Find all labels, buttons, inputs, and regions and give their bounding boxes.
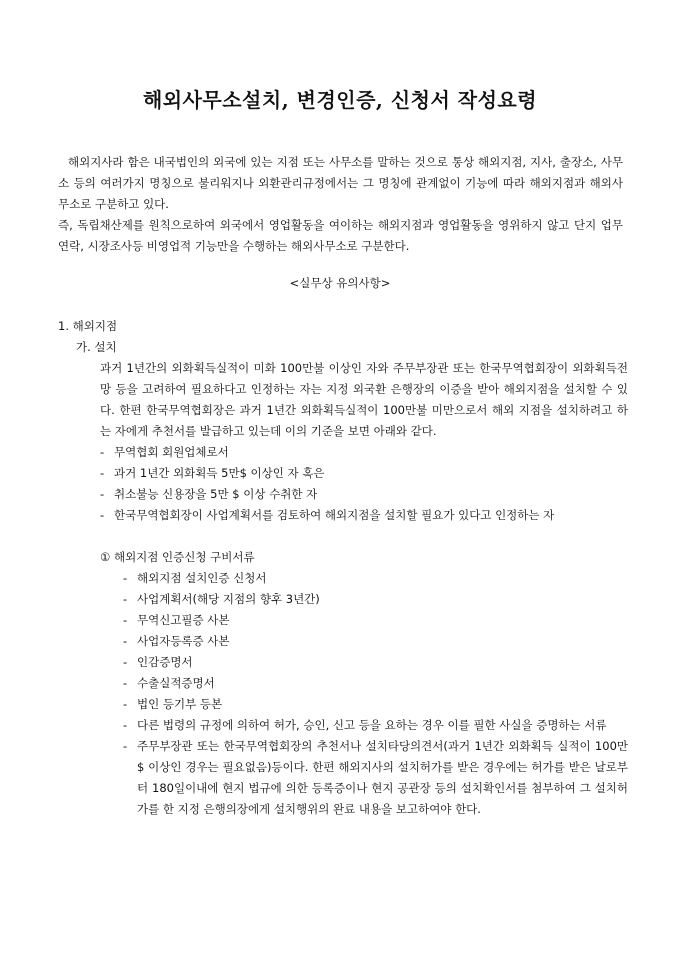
required-documents-heading: ① 해외지점 인증신청 구비서류 xyxy=(100,550,255,564)
practical-notes-heading: <실무상 유의사항> xyxy=(289,276,391,290)
dash-bullet: - xyxy=(123,676,128,690)
establishment-paragraph: 과거 1년간의 외화획득실적이 미화 100만불 이상인 자와 주무부장관 또는 한국무역협회장이 외화획득전망 등을 고려하여 필요하다고 인정하는 자는 지정 외국환 은행장의 이증을 받아 해외지점을 설치할 수 있다. 한편 한국무역협회장은 과거 1년간 외화획득실적이 100만불 미만으로서 해외 지점을 설치하려고 하는 자에게 추천서를 발급하고 있는데 이의 기준을 보면 아래와 같다. xyxy=(100,361,628,438)
required-documents-list xyxy=(58,568,628,820)
dash-bullet: - xyxy=(123,739,128,753)
list-item: - 수출실적증명서 xyxy=(58,673,628,694)
dash-bullet: - xyxy=(123,634,128,648)
list-item: - 다른 법령의 규정에 의하여 허가, 승인, 신고 등을 요하는 경우 이를 필한 사실을 증명하는 서류 xyxy=(58,715,628,736)
intro-paragraph-1: 해외지사라 함은 내국법인의 외국에 있는 지점 또는 사무소를 말하는 것으로 통상 해외지점, 지사, 출장소, 사무소 등의 여러가지 명칭으로 불리워지나 외환관리규정에서는 그 명칭에 관계없이 기능에 따라 해외지점과 해외사무소로 구분하고 있다. xyxy=(58,155,623,211)
list-item: - 주무부장관 또는 한국무역협회장의 추천서나 설치타당의견서(과거 1년간 외화획득 실적이 100만$ 이상인 경우는 필요없음)등이다. 한편 해외지사의 설치허가를 받은 경우에는 허가를 받은 날로부터 180일이내에 현지 법규에 의한 등록증이나 현지 공관장 등의 설치확인서를 첨부하여 그 설치허가를 한 지정 은행의장에게 설치행위의 완료 내용을 보고하여야 한다. xyxy=(58,736,628,820)
dash-bullet: - xyxy=(100,445,105,459)
dash-bullet: - xyxy=(123,571,128,585)
dash-bullet: - xyxy=(100,508,105,522)
section-overseas-branch xyxy=(58,316,628,820)
section-heading: 1. 해외지점 xyxy=(58,319,118,333)
subsection-heading: 가. 설치 xyxy=(76,340,117,354)
list-item: - 법인 등기부 등본 xyxy=(58,694,628,715)
list-item: - 무역신고필증 사본 xyxy=(58,610,628,631)
dash-bullet: - xyxy=(123,718,128,732)
dash-bullet: - xyxy=(123,655,128,669)
list-item: - 취소불능 신용장을 5만 $ 이상 수취한 자 xyxy=(58,484,628,505)
dash-bullet: - xyxy=(100,487,105,501)
list-item: - 인감증명서 xyxy=(58,652,628,673)
list-item: - 과거 1년간 외화획득 5만$ 이상인 자 혹은 xyxy=(58,463,628,484)
list-item: - 사업계획서(해당 지점의 향후 3년간) xyxy=(58,589,628,610)
intro-section xyxy=(58,152,623,257)
dash-bullet: - xyxy=(123,592,128,606)
dash-bullet: - xyxy=(123,613,128,627)
intro-paragraph-2: 즉, 독립채산제를 원칙으로하여 외국에서 영업활동을 여이하는 해외지점과 영업활동을 영위하지 않고 단지 업무연락, 시장조사등 비영업적 기능만을 수행하는 해외사무소로 구분한다. xyxy=(58,218,623,253)
dash-bullet: - xyxy=(100,466,105,480)
dash-bullet: - xyxy=(123,697,128,711)
list-item: - 무역협회 회원업체로서 xyxy=(58,442,628,463)
document-title: 해외사무소설치, 변경인증, 신청서 작성요령 xyxy=(142,88,538,112)
list-item: - 사업자등록증 사본 xyxy=(58,631,628,652)
list-item: - 한국무역협회장이 사업계획서를 검토하여 해외지점을 설치할 필요가 있다고 인정하는 자 xyxy=(58,505,628,526)
criteria-list xyxy=(58,442,628,526)
list-item: - 해외지점 설치인증 신청서 xyxy=(58,568,628,589)
